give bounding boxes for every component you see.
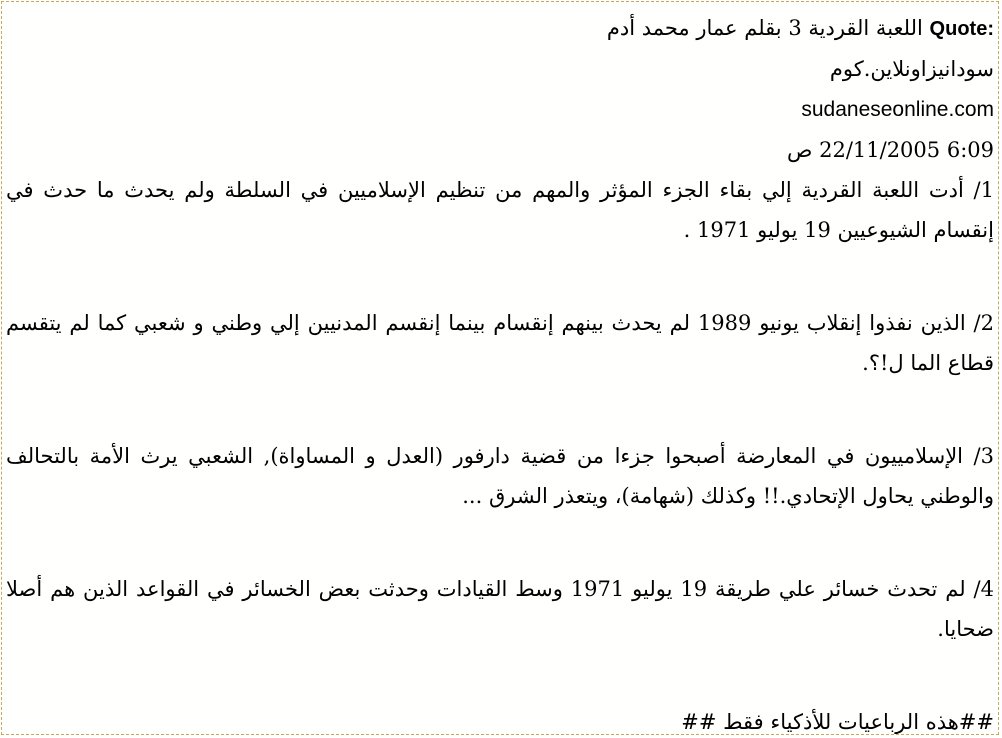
paragraph-3: 3/ الإسلامييون في المعارضة أصبحوا جزءا من قضية دارفور (العدل و المساواة), الشعبي يرث الأمة بالتحالف والوطني يحاول الإتحادي.!! وكذلك (شهامة)، ويتعذر الشرق ... (6, 444, 994, 508)
closing-note: ##هذه الرباعيات للأذكياء فقط ## (681, 710, 994, 734)
post-date: 22/11/2005 (819, 138, 941, 162)
source-site-latin-row (6, 89, 994, 130)
quote-title: اللعبة القردية 3 بقلم عمار محمد أدم (606, 16, 923, 40)
paragraph-4: 4/ لم تحدث خسائر علي طريقة 19 يوليو 1971 وسط القيادات وحدثت بعض الخسائر في القواعد الذين هم أصلا ضحايا. (6, 577, 994, 641)
quote-content (6, 8, 994, 735)
post-time: 6:09 (946, 138, 994, 162)
post-datetime (6, 130, 994, 170)
post-ampm: ص (787, 138, 813, 162)
source-site-arabic: سودانيزاونلاين.كوم (829, 57, 994, 81)
source-site-latin[interactable]: sudaneseonline.com (801, 98, 994, 121)
quote-header (6, 8, 994, 49)
paragraph-1: 1/ أدت اللعبة القردية إلي بقاء الجزء المؤثر والمهم من تنظيم الإسلاميين في السلطة ولم يحدث ما حدث في إنقسام الشيوعيين 19 يوليو 1971 . (6, 178, 994, 242)
quote-label: Quote: (929, 18, 994, 40)
quote-box (1, 1, 999, 735)
paragraph-2: 2/ الذين نفذوا إنقلاب يونيو 1989 لم يحدث بينهم إنقسام بينما إنقسم المدنيين إلي وطني و شعبي كما لم يتقسم قطاع الما ل!؟. (6, 311, 994, 375)
